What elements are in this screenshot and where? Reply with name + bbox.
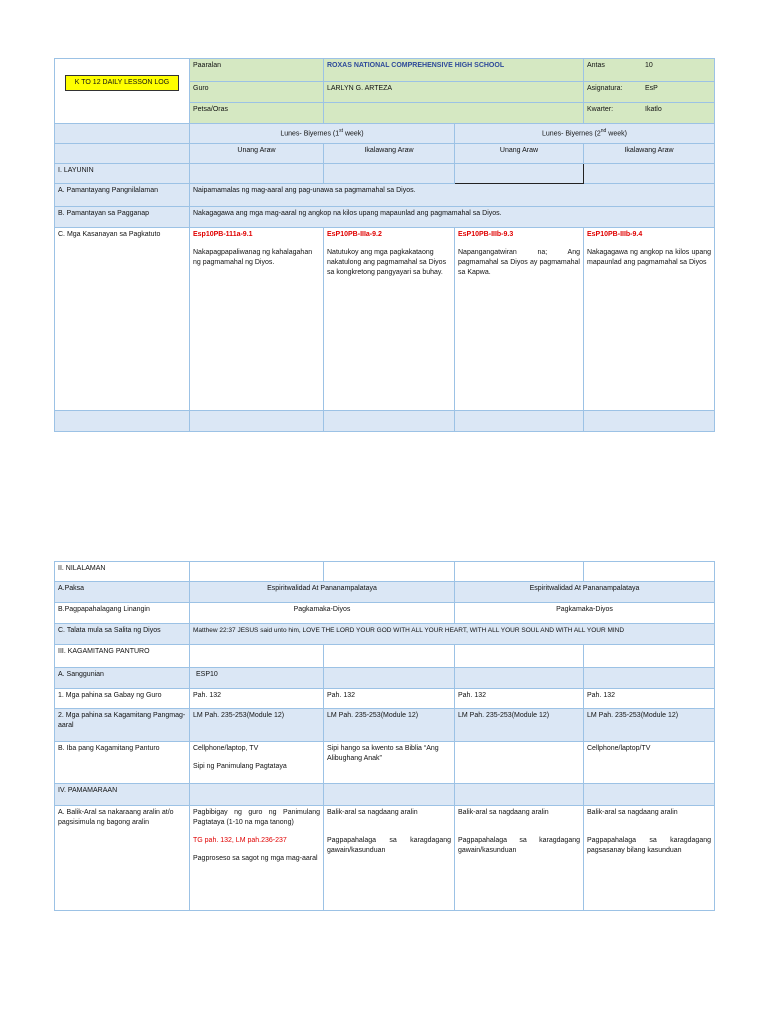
pamantayang-value: Naipamamalas ng mag-aaral ang pag-unawa sa pagmamahal sa Diyos. xyxy=(190,184,715,207)
balik-text: Pagpapahalaga sa karagdagang gawain/kasunduan xyxy=(458,837,580,854)
balik-label: A. Balik-Aral sa nakaraang aralin at/o pagsisimula ng bagong aralin xyxy=(55,806,190,911)
nilalaman-heading: II. NILALAMAN xyxy=(55,562,190,582)
blank-cell xyxy=(190,411,324,432)
competency-code: Esp10PB-111a-9.1 xyxy=(193,231,253,238)
pagganap-label: B. Pamantayan sa Pagganap xyxy=(55,207,190,228)
kagamitang-value: LM Pah. 235-253(Module 12) xyxy=(190,709,324,742)
school-name xyxy=(324,59,584,82)
competency-cell xyxy=(324,228,455,411)
balik-cell xyxy=(190,806,324,911)
school-name-text: ROXAS NATIONAL COMPREHENSIVE HIGH SCHOOL xyxy=(327,62,505,69)
iba-value: Cellphone/laptop/TV xyxy=(584,742,715,784)
paksa-value: Espiritwalidad At Pananampalataya xyxy=(190,582,455,603)
lesson-log-table-2 xyxy=(54,561,715,911)
competency-cell xyxy=(584,228,715,411)
balik-cell xyxy=(584,806,715,911)
lesson-log-table-1 xyxy=(54,58,715,432)
pamantayang-label: A. Pamantayang Pangnilalaman xyxy=(55,184,190,207)
blank-cell xyxy=(584,784,715,806)
guro-label: Guro xyxy=(190,82,324,103)
blank-cell xyxy=(324,784,455,806)
antas-cell xyxy=(584,59,715,82)
competency-cell xyxy=(190,228,324,411)
blank-cell xyxy=(584,562,715,582)
gabay-value: Pah. 132 xyxy=(324,689,455,709)
kasanayan-label: C. Mga Kasanayan sa Pagkatuto xyxy=(55,228,190,411)
k12-daily-lesson-log-label: K TO 12 DAILY LESSON LOG xyxy=(65,75,179,91)
day-header: Unang Araw xyxy=(190,144,324,164)
pagpapahalaga-value: Pagkamaka-Diyos xyxy=(455,603,715,624)
blank-cell xyxy=(324,164,455,184)
iba-text: Cellphone/laptop, TV xyxy=(193,745,259,752)
kagamitang-value: LM Pah. 235-253(Module 12) xyxy=(584,709,715,742)
iba-cell xyxy=(190,742,324,784)
blank-cell xyxy=(455,164,584,184)
blank-cell xyxy=(55,411,190,432)
gabay-value: Pah. 132 xyxy=(455,689,584,709)
blank-cell xyxy=(190,164,324,184)
gabay-value: Pah. 132 xyxy=(584,689,715,709)
blank-cell xyxy=(455,645,584,668)
kwarter-value: Ikatlo xyxy=(645,106,662,113)
asignatura-value: EsP xyxy=(645,85,658,92)
talata-label: C. Talata mula sa Salita ng Diyos xyxy=(55,624,190,645)
blank-cell xyxy=(190,645,324,668)
balik-text: Pagproseso sa sagot ng mga mag-aaral xyxy=(193,855,318,862)
petsa-value xyxy=(324,103,584,124)
paksa-label: A.Paksa xyxy=(55,582,190,603)
blank-cell xyxy=(455,668,584,689)
k12-label-cell xyxy=(55,59,190,124)
kagamitang-value: LM Pah. 235-253(Module 12) xyxy=(455,709,584,742)
days-header-blank xyxy=(55,144,190,164)
balik-text: Pagbibigay ng guro ng Panimulang Pagtataya (1-10 na mga tanong) xyxy=(193,809,320,826)
asignatura-cell xyxy=(584,82,715,103)
blank-cell xyxy=(455,562,584,582)
paksa-value: Espiritwalidad At Pananampalataya xyxy=(455,582,715,603)
week2-header: Lunes- Biyernes (2nd week) xyxy=(455,124,715,144)
balik-text: Balik-aral sa nagdaang aralin xyxy=(458,809,549,816)
antas-label: Antas xyxy=(587,62,605,69)
balik-cell xyxy=(324,806,455,911)
balik-reference: TG pah. 132, LM pah.236-237 xyxy=(193,837,287,844)
blank-cell xyxy=(584,668,715,689)
sanggunian-value xyxy=(190,668,324,689)
kagamitang-label: 2. Mga pahina sa Kagamitang Pangmag-aaral xyxy=(55,709,190,742)
blank-cell xyxy=(324,562,455,582)
gabay-label: 1. Mga pahina sa Gabay ng Guro xyxy=(55,689,190,709)
balik-cell xyxy=(455,806,584,911)
competency-text: Nakapagpapaliwanag ng kahalagahan ng pagmamahal ng Diyos. xyxy=(193,249,313,266)
pagpapahalaga-value: Pagkamaka-Diyos xyxy=(190,603,455,624)
day-header: Ikalawang Araw xyxy=(584,144,715,164)
petsa-label: Petsa/Oras xyxy=(190,103,324,124)
balik-text: Balik-aral sa nagdaang aralin xyxy=(327,809,418,816)
blank-cell xyxy=(584,164,715,184)
blank-cell xyxy=(584,645,715,668)
guro-name: LARLYN G. ARTEZA xyxy=(324,82,584,103)
sanggunian-label: A. Sanggunian xyxy=(55,668,190,689)
kwarter-label: Kwarter: xyxy=(587,106,614,113)
day-header: Unang Araw xyxy=(455,144,584,164)
blank-cell xyxy=(455,784,584,806)
competency-text: Nakagagawa ng angkop na kilos upang mapaunlad ang pagmamahal sa Diyos xyxy=(587,249,711,266)
sanggunian-text: ESP10 xyxy=(196,671,218,678)
competency-code: EsP10PB-IIIb-9.3 xyxy=(458,231,514,238)
week1-header: Lunes- Biyernes (1st week) xyxy=(190,124,455,144)
pamamaraan-heading: IV. PAMAMARAAN xyxy=(55,784,190,806)
blank-cell xyxy=(455,742,584,784)
pagganap-value: Nakagagawa ang mga mag-aaral ng angkop na kilos upang mapaunlad ang pagmamahal sa Diyos. xyxy=(190,207,715,228)
competency-text: Napangangatwiran na; Ang pagmamahal sa Diyos ay pagmamahal sa Kapwa. xyxy=(458,249,580,276)
kagamitan-heading: III. KAGAMITANG PANTURO xyxy=(55,645,190,668)
blank-cell xyxy=(190,784,324,806)
blank-cell xyxy=(324,645,455,668)
day-header: Ikalawang Araw xyxy=(324,144,455,164)
gabay-value: Pah. 132 xyxy=(190,689,324,709)
balik-text: Pagpapahalaga sa karagdagang pagsasanay bilang kasunduan xyxy=(587,837,711,854)
iba-text: Sipi ng Panimulang Pagtataya xyxy=(193,763,287,770)
competency-cell xyxy=(455,228,584,411)
balik-text: Balik-aral sa nagdaang aralin xyxy=(587,809,678,816)
layunin-heading: I. LAYUNIN xyxy=(55,164,190,184)
week-header-blank xyxy=(55,124,190,144)
kagamitang-value: LM Pah. 235-253(Module 12) xyxy=(324,709,455,742)
paaralan-label: Paaralan xyxy=(190,59,324,82)
kwarter-cell xyxy=(584,103,715,124)
blank-cell xyxy=(324,668,455,689)
talata-value: Matthew 22:37 JESUS said unto him, LOVE THE LORD YOUR GOD WITH ALL YOUR HEART, WITH ALL YOUR SOUL AND WITH ALL YOUR MIND xyxy=(190,624,715,645)
antas-value: 10 xyxy=(645,62,653,69)
pagpapahalaga-label: B.Pagpapahalagang Linangin xyxy=(55,603,190,624)
competency-code: EsP10PB-IIIb-9.4 xyxy=(587,231,643,238)
competency-code: EsP10PB-IIIa-9.2 xyxy=(327,231,382,238)
blank-cell xyxy=(190,562,324,582)
competency-text: Natutukoy ang mga pagkakataong nakatulong ang pagmamahal sa Diyos sa kongkretong pangyayari sa buhay. xyxy=(327,249,447,276)
iba-label: B. Iba pang Kagamitang Panturo xyxy=(55,742,190,784)
balik-text: Pagpapahalaga sa karagdagang gawain/kasunduan xyxy=(327,837,451,854)
blank-cell xyxy=(324,411,455,432)
blank-cell xyxy=(455,411,584,432)
blank-cell xyxy=(584,411,715,432)
asignatura-label: Asignatura: xyxy=(587,85,623,92)
iba-value: Sipi hango sa kwento sa Biblia “Ang Alibughang Anak” xyxy=(324,742,455,784)
